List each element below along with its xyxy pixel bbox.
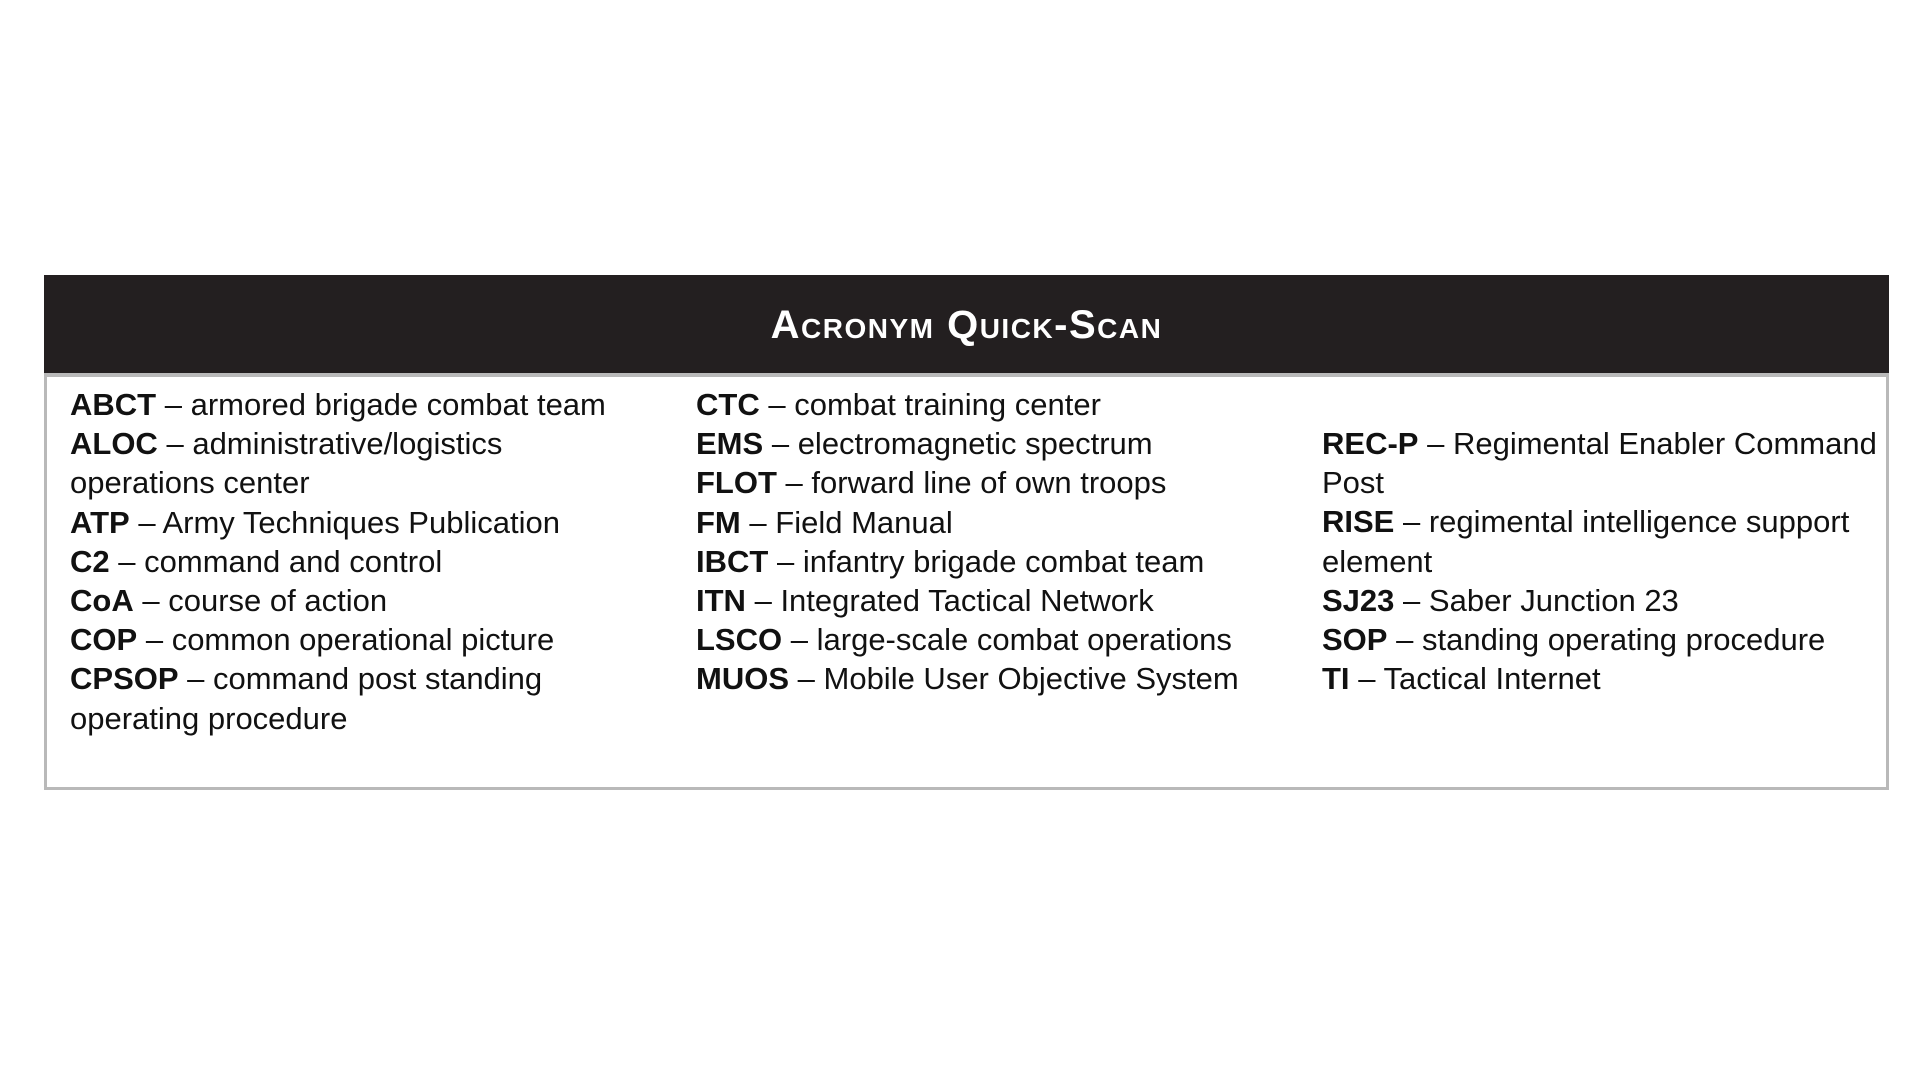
acronym-entry [1322, 659, 1882, 698]
acronym-separator: – [164, 387, 182, 422]
acronym-entry [70, 542, 630, 581]
acronym-entry [696, 424, 1276, 463]
acronym-term: ALOC [70, 426, 158, 462]
acronym-term: FM [696, 504, 741, 540]
acronym-definition: standing operating procedure [1421, 622, 1826, 658]
acronym-entry [696, 503, 1276, 542]
acronym-definition: forward line of own troops [811, 465, 1167, 501]
acronym-definition: command post standing operating procedure [70, 661, 543, 736]
acronym-term: FLOT [696, 465, 777, 501]
acronym-separator: – [118, 543, 136, 579]
acronym-term: SJ23 [1322, 582, 1395, 618]
acronym-term: IBCT [696, 543, 769, 579]
acronym-definition: Army Techniques Publication [162, 504, 560, 540]
acronym-separator: – [771, 426, 790, 462]
acronym-term: ABCT [70, 387, 157, 422]
acronym-entry [696, 385, 1276, 424]
acronym-separator: – [142, 583, 160, 619]
acronym-entry [696, 620, 1276, 659]
acronym-term: C2 [70, 543, 110, 579]
acronym-definition: command and control [144, 543, 443, 579]
acronym-term: EMS [696, 426, 764, 462]
acronym-definition: Tactical Internet [1383, 661, 1601, 697]
acronym-entry [70, 620, 630, 659]
acronym-separator: – [797, 661, 815, 697]
acronym-entry [1322, 620, 1882, 659]
acronym-term: REC-P [1322, 426, 1419, 461]
acronym-term: LSCO [696, 622, 783, 658]
acronym-term: TI [1322, 661, 1350, 697]
acronym-definition: Integrated Tactical Network [780, 583, 1154, 619]
acronym-definition: Saber Junction 23 [1428, 582, 1679, 618]
acronym-panel [44, 275, 1889, 790]
acronym-separator: – [138, 504, 156, 540]
acronym-separator: – [790, 622, 808, 658]
acronym-separator: – [1402, 504, 1421, 540]
acronym-definition: combat training center [794, 387, 1101, 422]
acronym-definition: regimental intelligence support element [1322, 504, 1850, 579]
acronym-entry [70, 659, 630, 737]
acronym-entry [696, 542, 1276, 581]
acronym-entry [70, 503, 630, 542]
acronym-term: MUOS [696, 661, 789, 697]
acronym-column-1 [70, 385, 630, 738]
acronym-separator: – [785, 465, 803, 501]
acronym-term: CoA [70, 583, 134, 619]
acronym-separator: – [1403, 582, 1421, 618]
acronym-entry [696, 659, 1276, 698]
acronym-entry [696, 463, 1276, 502]
acronym-term: ITN [696, 583, 746, 619]
acronym-separator: – [145, 622, 164, 658]
acronym-entry [1322, 502, 1882, 580]
acronym-entry [70, 385, 630, 424]
acronym-term: CPSOP [70, 661, 179, 697]
acronym-definition: Regimental Enabler Command Post [1322, 426, 1877, 501]
acronym-definition: electromagnetic spectrum [797, 426, 1153, 462]
acronym-definition: Field Manual [775, 504, 953, 540]
acronym-term: COP [70, 622, 138, 658]
acronym-entry [1322, 581, 1882, 620]
acronym-separator: – [749, 504, 767, 540]
acronym-list-box [44, 373, 1889, 790]
acronym-term: SOP [1322, 622, 1388, 658]
acronym-definition: administrative/logistics operations center [70, 426, 503, 501]
acronym-separator: – [754, 583, 772, 619]
acronym-definition: large-scale combat operations [816, 622, 1232, 658]
acronym-separator: – [1427, 426, 1445, 461]
panel-title: Acronym Quick-Scan [770, 302, 1163, 347]
acronym-entry [696, 581, 1276, 620]
acronym-entry [70, 424, 630, 502]
acronym-term: CTC [696, 387, 760, 422]
acronym-definition: Mobile User Objective System [823, 661, 1239, 697]
acronym-separator: – [1358, 661, 1376, 697]
acronym-separator: – [1396, 622, 1414, 658]
acronym-definition: course of action [168, 583, 388, 619]
acronym-entry [1322, 424, 1882, 502]
acronym-separator: – [768, 387, 786, 422]
acronym-separator: – [776, 543, 795, 579]
acronym-column-3 [1322, 424, 1882, 698]
acronym-separator: – [166, 426, 184, 462]
acronym-term: RISE [1322, 504, 1395, 540]
acronym-column-2 [696, 385, 1276, 699]
panel-header [44, 275, 1889, 373]
acronym-term: ATP [70, 504, 130, 540]
acronym-definition: common operational picture [171, 622, 555, 658]
acronym-definition: infantry brigade combat team [802, 543, 1205, 579]
acronym-definition: armored brigade combat team [190, 387, 606, 422]
acronym-entry [70, 581, 630, 620]
acronym-separator: – [187, 661, 205, 697]
